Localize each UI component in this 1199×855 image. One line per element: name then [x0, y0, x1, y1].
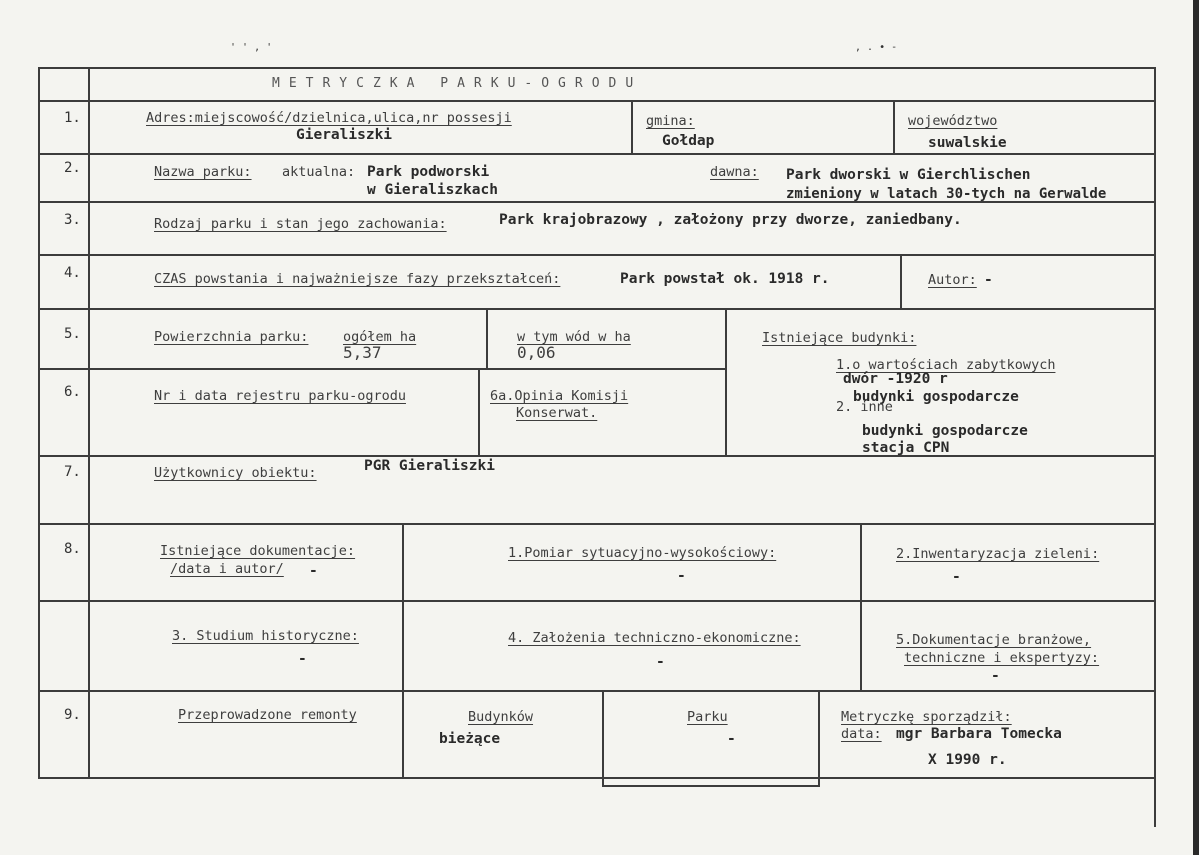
col-divider	[725, 309, 727, 456]
inventory-value: -	[952, 569, 961, 585]
current-name-label: aktualna:	[282, 164, 356, 180]
col-divider	[900, 255, 902, 309]
row-divider	[38, 153, 1156, 155]
author-label: Autor:	[928, 272, 977, 288]
park-type-label: Rodzaj parku i stan jego zachowania:	[154, 216, 447, 232]
history-study-value: -	[298, 651, 307, 667]
col-divider	[486, 309, 488, 369]
survey-value: -	[677, 568, 686, 584]
docs-label: Istniejące dokumentacje:	[160, 543, 356, 559]
origin-label: CZAS powstania i najważniejsze fazy przekształceń:	[154, 271, 561, 287]
col-divider	[893, 101, 895, 154]
row-divider	[38, 308, 1156, 310]
former-name-value-2: zmieniony w latach 30-tych na Gerwalde	[786, 186, 1107, 202]
address-value: Gieraliszki	[296, 127, 393, 143]
opinion-label-1: 6a.Opinia Komisji	[490, 388, 629, 404]
date-label: data:	[841, 726, 882, 742]
former-name-label: dawna:	[710, 164, 759, 180]
total-area-label: ogółem ha	[343, 329, 417, 345]
made-by-value: mgr Barbara Tomecka	[896, 726, 1062, 742]
row-number-3: 3.	[64, 212, 81, 228]
made-by-label: Metryczkę sporządził:	[841, 709, 1012, 725]
row-divider	[38, 100, 1156, 102]
address-label: Adres:miejscowość/dzielnica,ulica,nr possesji	[146, 110, 512, 126]
row-number-4: 4.	[64, 265, 81, 281]
col-divider	[860, 524, 862, 691]
table-border-right	[1154, 67, 1156, 827]
row-number-6: 6.	[64, 384, 81, 400]
heritage-buildings-value-1: dwór -1920 r	[843, 371, 948, 387]
tech-econ-value: -	[656, 654, 665, 670]
survey-label: 1.Pomiar sytuacyjno-wysokościowy:	[508, 545, 777, 561]
speck: ' ' , '	[230, 42, 273, 53]
row-divider	[38, 600, 1156, 602]
document-title: METRYCZKA PARKU-OGRODU	[272, 76, 643, 91]
row-number-1: 1.	[64, 110, 81, 126]
history-study-label: 3. Studium historyczne:	[172, 628, 359, 644]
current-name-value-1: Park podworski	[367, 164, 490, 180]
voivodeship-value: suwalskie	[928, 135, 1007, 151]
industry-docs-label-2: techniczne i ekspertyzy:	[904, 650, 1100, 666]
col-divider	[818, 691, 820, 786]
opinion-label-2: Konserwat.	[516, 405, 598, 421]
row-divider	[38, 455, 1156, 457]
other-buildings-value-2: stacja CPN	[862, 440, 950, 456]
total-area-value: 5,37	[343, 343, 382, 362]
park-name-label: Nazwa parku:	[154, 164, 252, 180]
number-column-divider	[88, 67, 90, 779]
gmina-value: Gołdap	[662, 133, 715, 149]
col-divider	[602, 691, 604, 786]
row-divider	[602, 785, 820, 787]
heritage-buildings-label: 1.o wartościach zabytkowych	[836, 357, 1056, 373]
col-divider	[402, 524, 404, 778]
other-buildings-label: 2. inne	[836, 399, 893, 415]
park-type-value: Park krajobrazowy , założony przy dworze, zaniedbany.	[499, 212, 962, 228]
users-value: PGR Gieraliszki	[364, 458, 495, 474]
buildings-repairs-label: Budynków	[468, 709, 534, 725]
table-border-left	[38, 67, 40, 779]
origin-value: Park powstał ok. 1918 r.	[620, 271, 830, 287]
register-label: Nr i data rejestru parku-ogrodu	[154, 388, 406, 404]
repairs-label: Przeprowadzone remonty	[178, 707, 357, 723]
col-divider	[631, 101, 633, 154]
park-repairs-label: Parku	[687, 709, 728, 725]
heritage-buildings-value-2: budynki gospodarcze	[853, 389, 1019, 405]
row-divider	[38, 368, 726, 370]
row-number-9: 9.	[64, 707, 81, 723]
voivodeship-label: województwo	[908, 113, 998, 129]
date-value: X 1990 r.	[928, 752, 1007, 768]
row-number-7: 7.	[64, 464, 81, 480]
park-repairs-value: -	[727, 731, 736, 747]
inventory-label: 2.Inwentaryzacja zieleni:	[896, 546, 1100, 562]
water-area-label: w tym wód w ha	[517, 329, 631, 345]
industry-docs-value: -	[991, 668, 1000, 684]
buildings-repairs-value: bieżące	[439, 731, 501, 747]
row-number-5: 5.	[64, 326, 81, 342]
row-divider	[38, 254, 1156, 256]
current-name-value-2: w Gieraliszkach	[367, 182, 498, 198]
table-border-top	[38, 67, 1156, 69]
area-label: Powierzchnia parku:	[154, 329, 309, 345]
buildings-label: Istniejące budynki:	[762, 330, 917, 346]
col-divider	[478, 369, 480, 456]
other-buildings-value-1: budynki gospodarcze	[862, 423, 1028, 439]
gmina-label: gmina:	[646, 113, 695, 129]
docs-value: -	[309, 563, 318, 579]
row-number-2: 2.	[64, 160, 81, 176]
speck: , . • -	[855, 42, 898, 53]
table-border-bottom	[38, 777, 1156, 779]
row-divider	[38, 523, 1156, 525]
scan-edge	[1193, 0, 1199, 855]
docs-sublabel: /data i autor/	[170, 561, 284, 577]
author-value: -	[984, 272, 993, 288]
water-area-value: 0,06	[517, 343, 556, 362]
tech-econ-label: 4. Założenia techniczno-ekonomiczne:	[508, 630, 801, 646]
row-divider	[38, 690, 1156, 692]
users-label: Użytkownicy obiektu:	[154, 465, 317, 481]
row-number-8: 8.	[64, 541, 81, 557]
industry-docs-label-1: 5.Dokumentacje branżowe,	[896, 632, 1092, 648]
former-name-value-1: Park dworski w Gierchlischen	[786, 167, 1031, 183]
